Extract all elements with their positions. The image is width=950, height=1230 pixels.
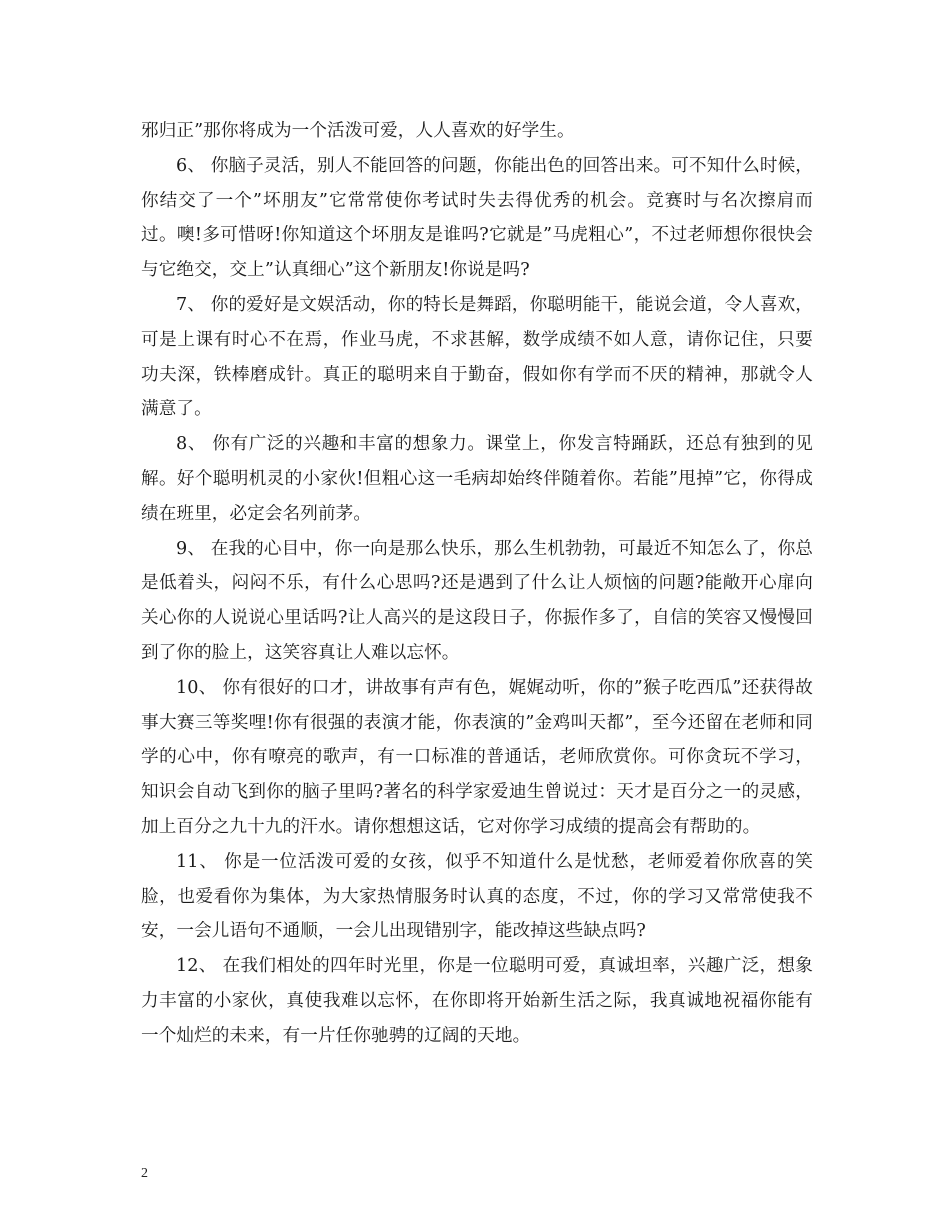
paragraph-item-12: 12、 在我们相处的四年时光里，你是一位聪明可爱，真诚坦率，兴趣广泛，想象力丰富的小家伙，真使我难以忘怀，在你即将开始新生活之际，我真诚地祝福你能有一个灿烂的未来，有一片任你驰骋的辽阔的天地。 — [141, 956, 813, 1046]
paragraph-item-7: 7、 你的爱好是文娱活动，你的特长是舞蹈，你聪明能干，能说会道，令人喜欢，可是上课有时心不在焉，作业马虎，不求甚解，数学成绩不如人意，请你记住，只要功夫深，铁棒磨成针。真正的聪明来自于勤奋，假如你有学而不厌的精神，那就令人满意了。 — [141, 294, 813, 420]
paragraph-item-6: 6、 你脑子灵活，别人不能回答的问题，你能出色的回答出来。可不知什么时候，你结交了一个”坏朋友”它常常使你考试时失去得优秀的机会。竞赛时与名次擦肩而过。噢!多可惜呀!你知道这个坏朋友是谁吗?它就是”马虎粗心”，不过老师想你很快会与它绝交，交上”认真细心”这个新朋友!你说是吗? — [141, 155, 813, 281]
page-number: 2 — [141, 1166, 148, 1181]
paragraph-item-10: 10、 你有很好的口才，讲故事有声有色，娓娓动听，你的”猴子吃西瓜”还获得故事大赛三等奖哩!你有很强的表演才能，你表演的”金鸡叫天都”，至今还留在老师和同学的心中，你有嘹亮的歌声，有一口标准的普通话，老师欣赏你。可你贪玩不学习，知识会自动飞到你的脑子里吗?著名的科学家爱迪生曾说过：天才是百分之一的灵感，加上百分之九十九的汗水。请你想想这话，它对你学习成绩的提高会有帮助的。 — [141, 677, 813, 837]
paragraph-item-9: 9、 在我的心目中，你一向是那么快乐，那么生机勃勃，可最近不知怎么了，你总是低着头，闷闷不乐，有什么心思吗?还是遇到了什么让人烦恼的问题?能敞开心扉向关心你的人说说心里话吗?让人高兴的是这段日子，你振作多了，自信的笑容又慢慢回到了你的脸上，这笑容真让人难以忘怀。 — [141, 538, 813, 663]
document-body — [141, 114, 813, 1054]
paragraph-item-8: 8、 你有广泛的兴趣和丰富的想象力。课堂上，你发言特踊跃，还总有独到的见解。好个聪明机灵的小家伙!但粗心这一毛病却始终伴随着你。若能”甩掉”它，你得成绩在班里，必定会名列前茅。 — [141, 434, 813, 524]
paragraph-item-11: 11、 你是一位活泼可爱的女孩，似乎不知道什么是忧愁，老师爱着你欣喜的笑脸，也爱看你为集体，为大家热情服务时认真的态度，不过，你的学习又常常使我不安，一会儿语句不通顺，一会儿出现错别字，能改掉这些缺点吗? — [141, 851, 813, 942]
paragraph-continuation: 邪归正”那你将成为一个活泼可爱，人人喜欢的好学生。 — [141, 121, 575, 141]
